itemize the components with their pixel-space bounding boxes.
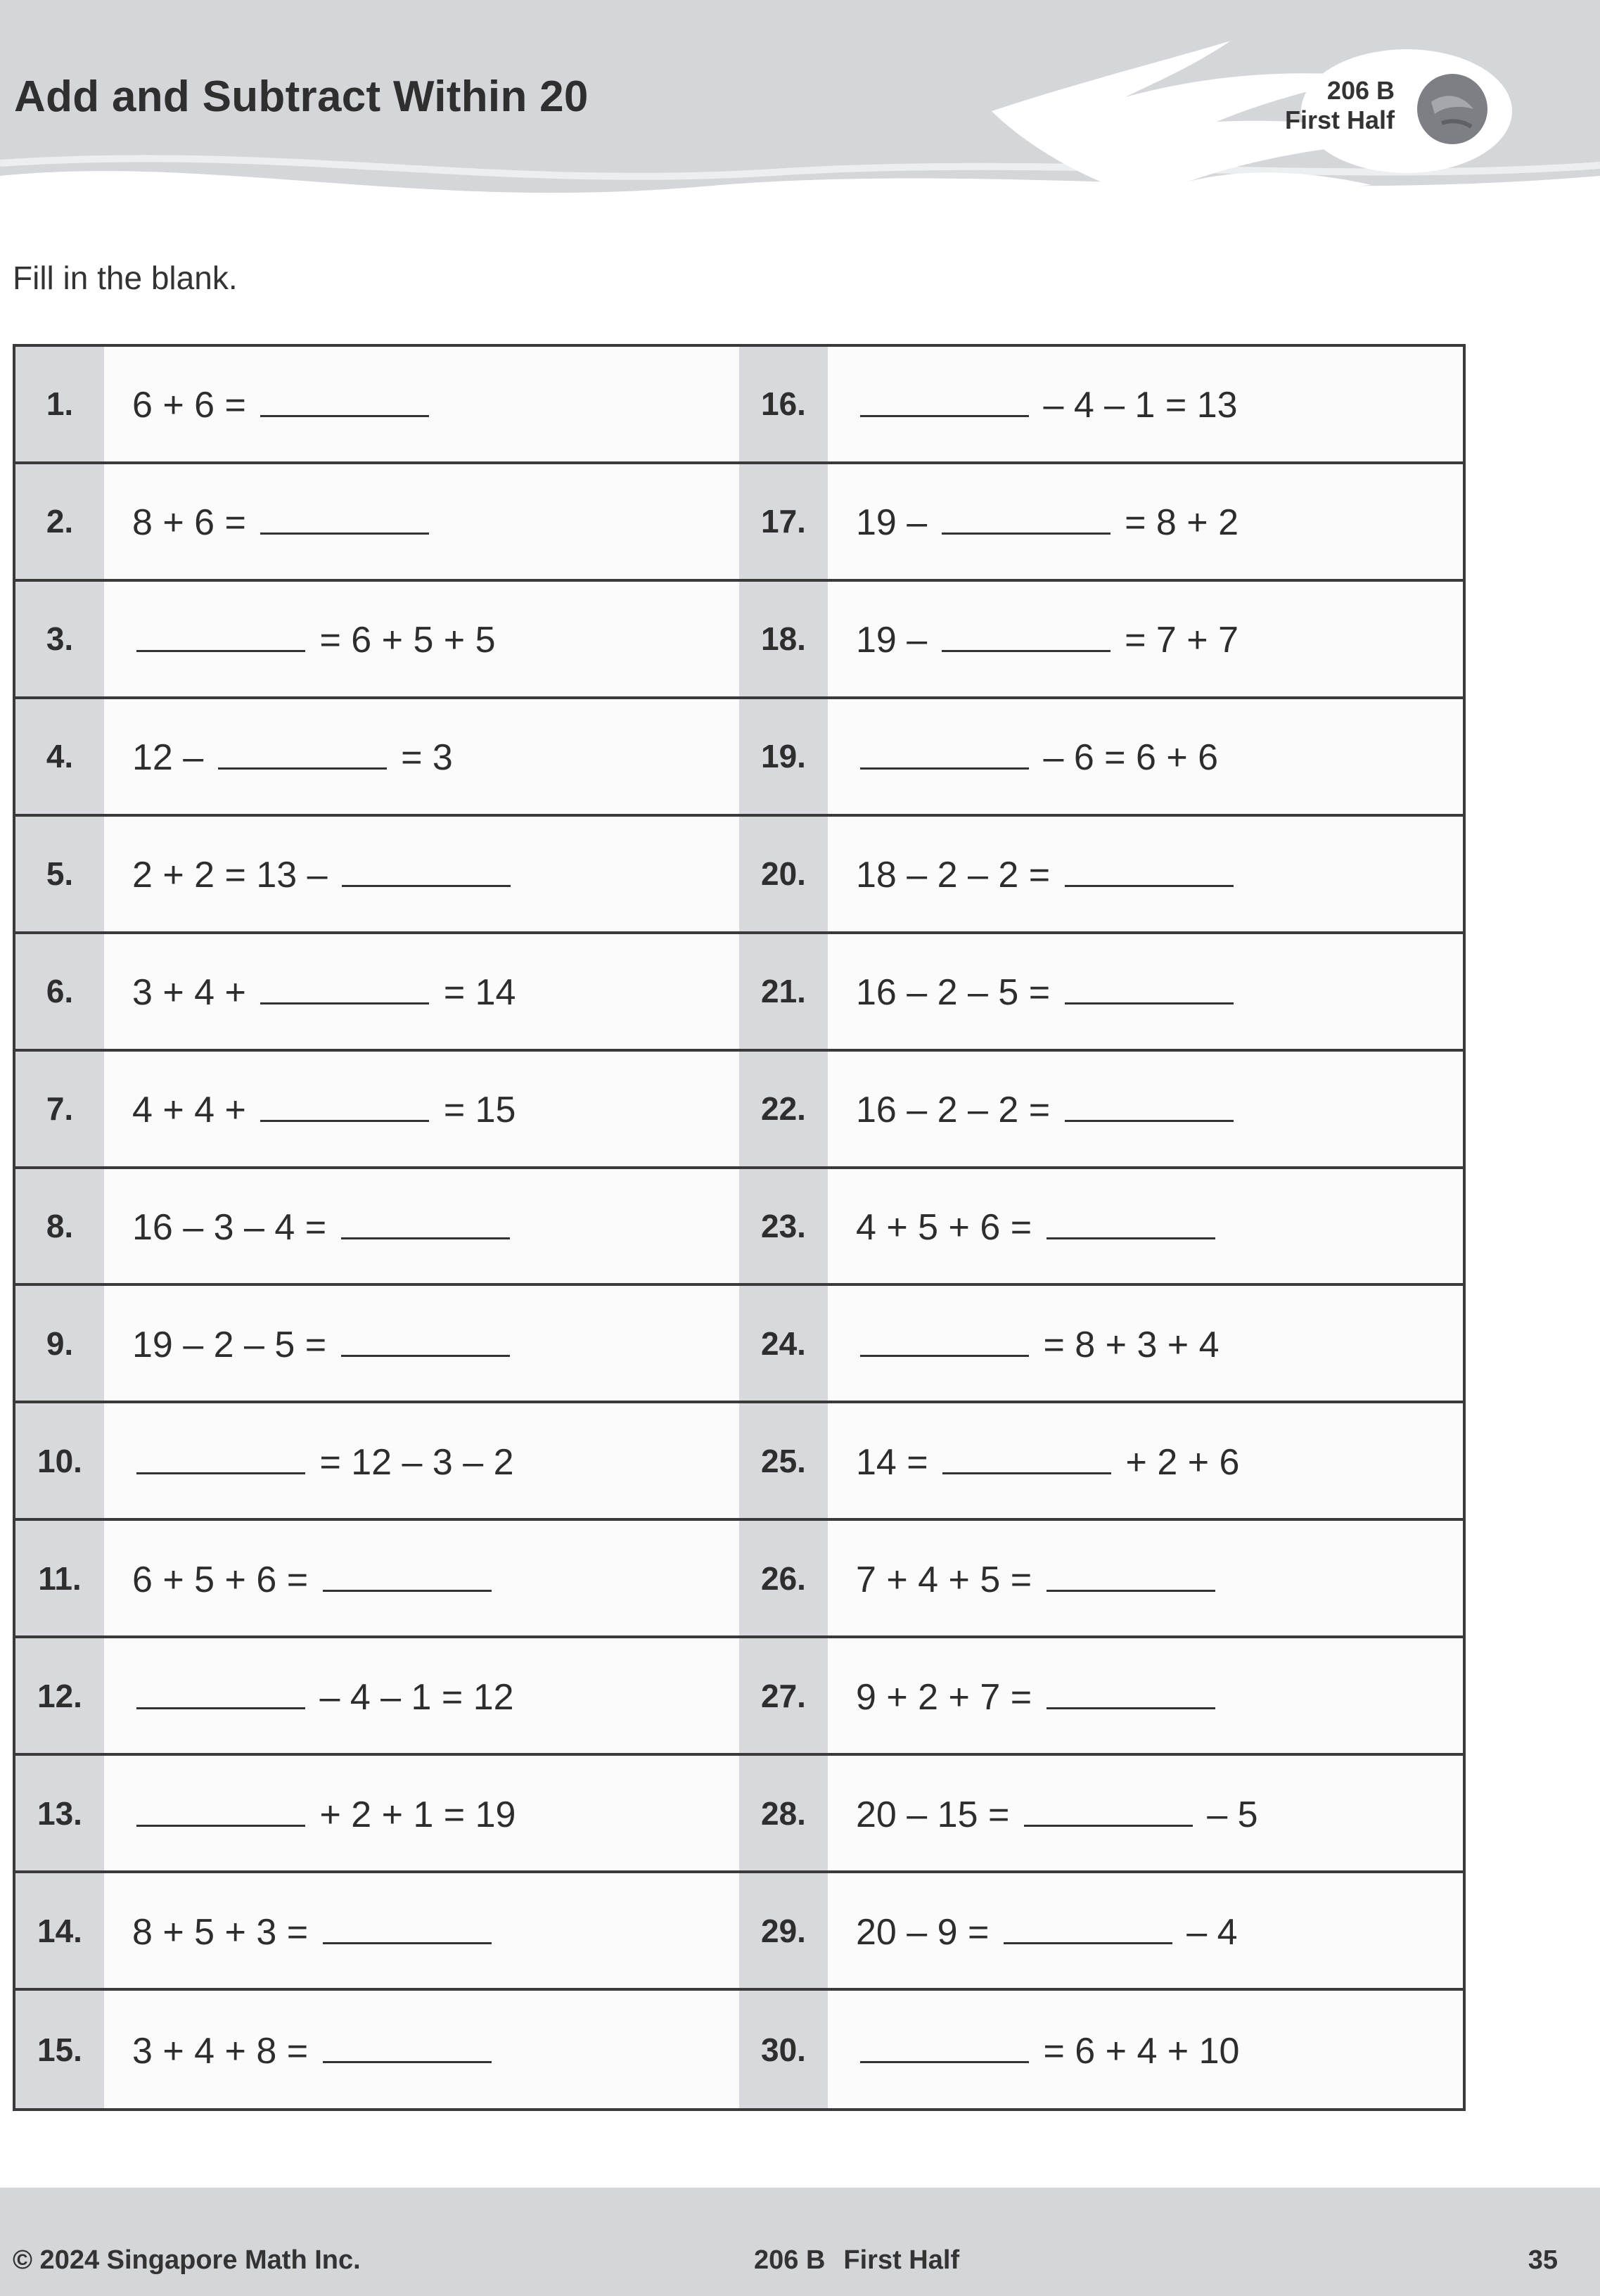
problem-number: 3. bbox=[46, 620, 74, 658]
problem-row bbox=[739, 817, 1463, 934]
problem-equation bbox=[104, 1673, 514, 1718]
problem-row bbox=[739, 464, 1463, 582]
problem-row bbox=[739, 1521, 1463, 1638]
equation-right-text: = 8 + 3 + 4 bbox=[1033, 1324, 1220, 1365]
equation-left-text: 6 + 6 = bbox=[132, 385, 257, 426]
problem-number: 8. bbox=[46, 1207, 74, 1244]
problem-equation bbox=[104, 1791, 516, 1836]
equation-left-text: 4 + 4 + bbox=[132, 1090, 257, 1131]
problem-row bbox=[15, 1756, 739, 1873]
equation-right-text: = 12 – 3 – 2 bbox=[309, 1441, 514, 1483]
problem-row bbox=[739, 699, 1463, 817]
equation-left-text: 18 – 2 – 2 = bbox=[856, 855, 1061, 896]
equation-left-text: 12 – bbox=[132, 737, 214, 779]
problem-number: 12. bbox=[37, 1677, 82, 1714]
answer-blank[interactable] bbox=[860, 2027, 1029, 2063]
problem-row bbox=[739, 582, 1463, 699]
problem-number: 15. bbox=[37, 2031, 82, 2068]
problem-row bbox=[15, 347, 739, 464]
problem-row bbox=[739, 1403, 1463, 1521]
answer-blank[interactable] bbox=[860, 734, 1029, 770]
answer-blank[interactable] bbox=[341, 1321, 510, 1357]
equation-right-text: = 14 bbox=[433, 972, 516, 1014]
equation-right-text: – 6 = 6 + 6 bbox=[1033, 737, 1219, 779]
equation-left-text: 16 – 2 – 2 = bbox=[856, 1090, 1061, 1131]
equation-right-text: – 4 – 1 = 12 bbox=[309, 1676, 514, 1718]
asteroid-icon bbox=[1414, 70, 1491, 148]
equation-right-text: + 2 + 6 bbox=[1115, 1441, 1240, 1483]
equation-right-text: = 3 bbox=[390, 737, 453, 779]
equation-left-text: 9 + 2 + 7 = bbox=[856, 1676, 1042, 1718]
equation-left-text: 20 – 15 = bbox=[856, 1794, 1020, 1835]
footer-section-label: First Half bbox=[843, 2245, 960, 2275]
problem-row bbox=[739, 1169, 1463, 1287]
answer-blank[interactable] bbox=[323, 1556, 492, 1592]
badge-section: First Half bbox=[1284, 106, 1395, 134]
page-footer bbox=[0, 2188, 1600, 2296]
answer-blank[interactable] bbox=[860, 1321, 1029, 1357]
problem-row bbox=[15, 934, 739, 1052]
problem-equation bbox=[104, 499, 433, 544]
answer-blank[interactable] bbox=[1065, 851, 1234, 887]
problem-equation bbox=[104, 1556, 496, 1601]
answer-blank[interactable] bbox=[323, 2027, 492, 2063]
answer-blank[interactable] bbox=[1047, 1556, 1215, 1592]
problem-equation bbox=[828, 381, 1238, 426]
problem-row bbox=[739, 1991, 1463, 2108]
equation-left-text: 3 + 4 + bbox=[132, 972, 257, 1014]
problem-equation bbox=[104, 734, 453, 779]
problem-number: 27. bbox=[761, 1677, 806, 1714]
equation-left-text: 19 – bbox=[856, 620, 937, 661]
problem-number: 23. bbox=[761, 1207, 806, 1244]
copyright-text: © 2024 Singapore Math Inc. bbox=[13, 2245, 361, 2275]
problem-number: 2. bbox=[46, 503, 74, 540]
problem-number: 11. bbox=[38, 1560, 82, 1597]
problem-number: 24. bbox=[761, 1325, 806, 1362]
equation-right-text: – 5 bbox=[1196, 1794, 1258, 1835]
problem-row bbox=[15, 1638, 739, 1756]
problem-equation bbox=[828, 616, 1239, 661]
problem-row bbox=[739, 1052, 1463, 1169]
equation-right-text: + 2 + 1 = 19 bbox=[309, 1794, 516, 1835]
problem-table bbox=[13, 344, 1466, 2111]
answer-blank[interactable] bbox=[342, 851, 511, 887]
problem-row bbox=[15, 1521, 739, 1638]
problem-equation bbox=[828, 734, 1218, 779]
answer-blank[interactable] bbox=[1047, 1204, 1215, 1239]
equation-right-text: – 4 – 1 = 13 bbox=[1033, 385, 1238, 426]
answer-blank[interactable] bbox=[1004, 1908, 1172, 1944]
answer-blank[interactable] bbox=[136, 616, 305, 652]
problem-row bbox=[739, 1756, 1463, 1873]
problem-row bbox=[15, 817, 739, 934]
problem-number: 14. bbox=[37, 1912, 82, 1949]
problem-number: 6. bbox=[46, 973, 74, 1010]
equation-left-text: 8 + 6 = bbox=[132, 502, 257, 544]
footer-code: 206 B bbox=[754, 2245, 826, 2275]
problem-row bbox=[15, 1052, 739, 1169]
problem-number: 25. bbox=[761, 1442, 806, 1479]
problem-equation bbox=[104, 1204, 514, 1249]
problem-row bbox=[15, 1286, 739, 1403]
answer-blank[interactable] bbox=[260, 969, 429, 1005]
problem-row bbox=[739, 347, 1463, 464]
equation-left-text: 19 – bbox=[856, 502, 937, 544]
problem-number: 1. bbox=[46, 385, 74, 423]
problem-row bbox=[15, 1991, 739, 2108]
answer-blank[interactable] bbox=[136, 1439, 305, 1474]
page-header bbox=[0, 0, 1600, 211]
answer-blank[interactable] bbox=[860, 381, 1029, 417]
answer-blank[interactable] bbox=[1047, 1673, 1215, 1709]
answer-blank[interactable] bbox=[1065, 1086, 1234, 1122]
equation-left-text: 8 + 5 + 3 = bbox=[132, 1911, 319, 1953]
equation-right-text: = 7 + 7 bbox=[1114, 620, 1239, 661]
answer-blank[interactable] bbox=[942, 499, 1111, 535]
problem-row bbox=[15, 699, 739, 817]
problem-number: 16. bbox=[761, 385, 806, 423]
equation-left-text: 3 + 4 + 8 = bbox=[132, 2030, 319, 2072]
problem-row bbox=[15, 464, 739, 582]
equation-right-text: = 8 + 2 bbox=[1114, 502, 1239, 544]
answer-blank[interactable] bbox=[942, 616, 1111, 652]
page-title: Add and Subtract Within 20 bbox=[14, 72, 589, 121]
equation-left-text: 2 + 2 = 13 – bbox=[132, 855, 338, 896]
problem-number: 28. bbox=[761, 1794, 806, 1832]
problem-equation bbox=[828, 499, 1239, 544]
problem-equation bbox=[104, 969, 516, 1014]
problem-equation bbox=[828, 1439, 1239, 1484]
answer-blank[interactable] bbox=[1065, 969, 1234, 1005]
problem-equation bbox=[104, 381, 433, 426]
problem-row bbox=[15, 1403, 739, 1521]
problem-row bbox=[15, 582, 739, 699]
problem-equation bbox=[104, 1086, 516, 1131]
problem-row bbox=[739, 1286, 1463, 1403]
problem-equation bbox=[828, 2027, 1239, 2072]
problem-equation bbox=[828, 851, 1238, 896]
problem-row bbox=[739, 1873, 1463, 1991]
answer-blank[interactable] bbox=[323, 1908, 492, 1944]
equation-left-text: 20 – 9 = bbox=[856, 1911, 999, 1953]
equation-left-text: 19 – 2 – 5 = bbox=[132, 1324, 337, 1365]
answer-blank[interactable] bbox=[218, 734, 387, 770]
footer-section bbox=[754, 2245, 959, 2276]
equation-left-text: 16 – 2 – 5 = bbox=[856, 972, 1061, 1014]
problem-number: 4. bbox=[46, 738, 74, 775]
equation-left-text: 7 + 4 + 5 = bbox=[856, 1559, 1042, 1600]
problem-row bbox=[739, 934, 1463, 1052]
problem-row bbox=[15, 1169, 739, 1287]
problem-number: 7. bbox=[46, 1090, 74, 1128]
problem-equation bbox=[104, 1439, 514, 1484]
problem-equation bbox=[828, 1556, 1220, 1601]
problem-number: 5. bbox=[46, 855, 74, 893]
problem-equation bbox=[104, 1908, 496, 1953]
equation-right-text: – 4 bbox=[1176, 1911, 1238, 1953]
equation-left-text: 6 + 5 + 6 = bbox=[132, 1559, 319, 1600]
answer-blank[interactable] bbox=[136, 1673, 305, 1709]
page-number: 35 bbox=[1528, 2245, 1558, 2275]
answer-blank[interactable] bbox=[260, 381, 429, 417]
problem-number: 20. bbox=[761, 855, 806, 893]
answer-blank[interactable] bbox=[942, 1439, 1111, 1474]
equation-left-text: 16 – 3 – 4 = bbox=[132, 1206, 337, 1248]
badge-code: 206 B bbox=[1326, 76, 1395, 105]
problem-number: 18. bbox=[761, 620, 806, 658]
problem-equation bbox=[104, 1321, 514, 1366]
equation-left-text: 14 = bbox=[856, 1441, 939, 1483]
answer-blank[interactable] bbox=[260, 1086, 429, 1122]
problem-equation bbox=[828, 1673, 1220, 1718]
problem-number: 29. bbox=[761, 1912, 806, 1949]
problem-equation bbox=[828, 1086, 1238, 1131]
problem-number: 19. bbox=[761, 738, 806, 775]
equation-right-text: = 6 + 4 + 10 bbox=[1033, 2030, 1240, 2072]
answer-blank[interactable] bbox=[260, 499, 429, 535]
equation-right-text: = 6 + 5 + 5 bbox=[309, 620, 496, 661]
problem-equation bbox=[828, 969, 1238, 1014]
problem-number: 13. bbox=[37, 1794, 82, 1832]
answer-blank[interactable] bbox=[341, 1204, 510, 1239]
equation-right-text: = 15 bbox=[433, 1090, 516, 1131]
problem-equation bbox=[828, 1204, 1220, 1249]
problem-number: 10. bbox=[37, 1442, 82, 1479]
problem-row bbox=[739, 1638, 1463, 1756]
problem-number: 22. bbox=[761, 1090, 806, 1128]
problem-number: 21. bbox=[761, 973, 806, 1010]
answer-blank[interactable] bbox=[136, 1791, 305, 1827]
problem-number: 9. bbox=[46, 1325, 74, 1362]
problem-number: 17. bbox=[761, 503, 806, 540]
problem-number: 26. bbox=[761, 1560, 806, 1597]
problem-equation bbox=[104, 616, 496, 661]
problem-equation bbox=[104, 2027, 496, 2072]
problem-equation bbox=[828, 1908, 1238, 1953]
problem-equation bbox=[828, 1321, 1220, 1366]
answer-blank[interactable] bbox=[1024, 1791, 1193, 1827]
instruction-text: Fill in the blank. bbox=[13, 260, 238, 296]
problem-number: 30. bbox=[761, 2031, 806, 2068]
problem-equation bbox=[104, 851, 515, 896]
problem-row bbox=[15, 1873, 739, 1991]
equation-left-text: 4 + 5 + 6 = bbox=[856, 1206, 1042, 1248]
problem-equation bbox=[828, 1791, 1258, 1836]
